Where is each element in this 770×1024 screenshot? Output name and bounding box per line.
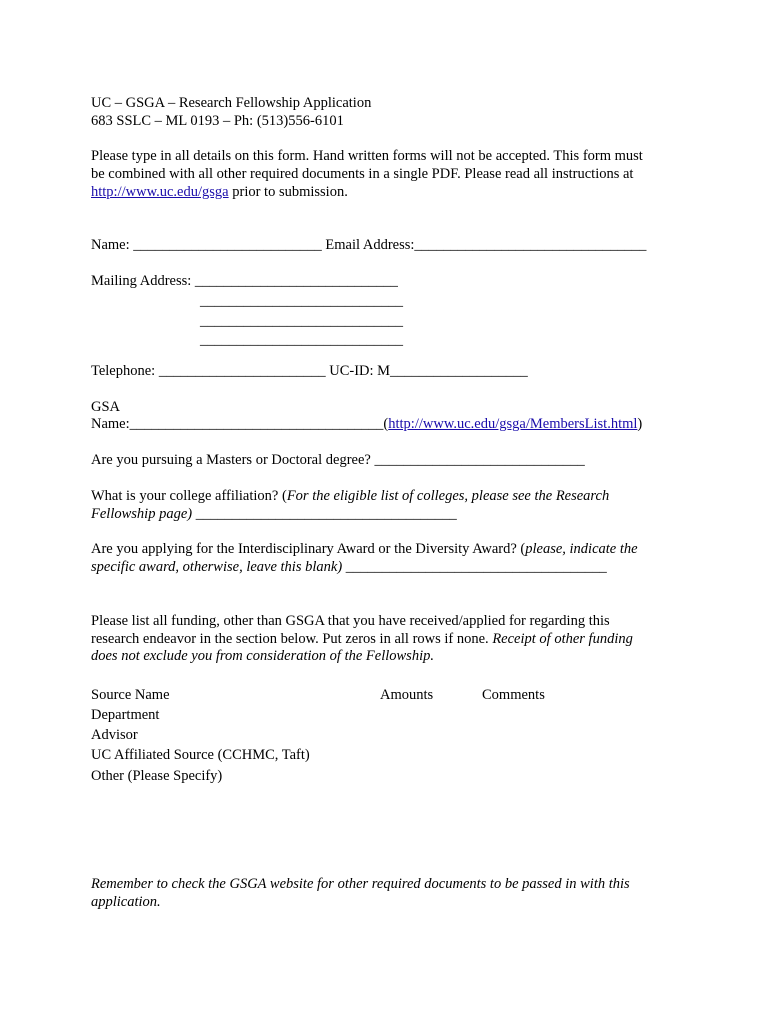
mailing-address-label: Mailing Address: — [91, 273, 195, 289]
award-field[interactable]: ____________________________________ — [342, 559, 607, 575]
degree-field[interactable]: _____________________________ — [374, 452, 585, 468]
mailing-address-row — [91, 272, 398, 290]
mailing-address-field-1[interactable]: ____________________________ — [194, 273, 398, 289]
award-question-line-2: specific award, otherwise, leave this blank) ____________________________________ — [91, 559, 607, 575]
gsa-name-row: Name:___________________________________(http://www.uc.edu/gsga/MembersList.html) — [91, 416, 643, 432]
table-header-amounts: Amounts — [380, 687, 434, 703]
college-note: For the eligible list of colleges, please see the Research — [286, 488, 610, 504]
gsa-label: GSA — [91, 399, 121, 415]
footer-reminder-line-1: Remember to check the GSGA website for other required documents to be passed in with this — [91, 876, 630, 892]
college-field[interactable]: ____________________________________ — [192, 506, 457, 522]
award-question: Are you applying for the Interdisciplinary Award or the Diversity Award? ( — [91, 541, 526, 557]
degree-question: Are you pursuing a Masters or Doctoral degree? — [91, 452, 375, 468]
table-row: UC Affiliated Source (CCHMC, Taft) — [91, 747, 310, 763]
award-question-line-1 — [91, 540, 638, 558]
funding-line-2: research endeavor in the section below. Put zeros in all rows if none. Receipt of other funding — [91, 631, 633, 647]
college-question: What is your college affiliation? ( — [91, 488, 287, 504]
office-contact: 683 SSLC – ML 0193 – Ph: (513)556-6101 — [91, 113, 344, 129]
table-row: Other (Please Specify) — [91, 768, 223, 784]
form-title: UC – GSGA – Research Fellowship Application — [91, 95, 372, 111]
table-header-source: Source Name — [91, 687, 170, 703]
funding-line-3: does not exclude you from consideration of the Fellowship. — [91, 648, 434, 664]
gsga-website-link[interactable]: http://www.uc.edu/gsga — [91, 184, 229, 200]
mailing-address-field-4[interactable]: ____________________________ — [200, 332, 403, 348]
ucid-label: UC-ID: M — [325, 363, 391, 379]
award-note: please, indicate the — [525, 541, 638, 557]
email-label: Email Address: — [321, 237, 415, 253]
funding-line-1: Please list all funding, other than GSGA that you have received/applied for regarding this — [91, 613, 610, 629]
intro-line-3: http://www.uc.edu/gsga prior to submission. — [91, 184, 348, 200]
telephone-label: Telephone: — [91, 363, 159, 379]
name-label: Name: — [91, 237, 134, 253]
table-header-comments: Comments — [482, 687, 545, 703]
name-email-row — [91, 236, 646, 254]
name-field[interactable]: __________________________ — [133, 237, 322, 253]
telephone-field[interactable]: _______________________ — [158, 363, 326, 379]
table-row: Department — [91, 707, 160, 723]
footer-reminder-line-2: application. — [91, 894, 161, 910]
gsa-name-label: Name: — [91, 416, 130, 432]
degree-question-row — [91, 451, 585, 469]
members-list-link[interactable]: http://www.uc.edu/gsga/MembersList.html — [388, 416, 638, 432]
gsa-name-field[interactable]: ___________________________________ — [129, 416, 384, 432]
college-question-line-1 — [91, 487, 609, 505]
table-row: Advisor — [91, 727, 138, 743]
ucid-field[interactable]: ___________________ — [390, 363, 528, 379]
telephone-ucid-row — [91, 362, 528, 380]
intro-line-2: be combined with all other required documents in a single PDF. Please read all instructions at — [91, 166, 634, 182]
mailing-address-field-2[interactable]: ____________________________ — [200, 293, 403, 309]
mailing-address-field-3[interactable]: ____________________________ — [200, 313, 403, 329]
email-field[interactable]: ________________________________ — [414, 237, 647, 253]
intro-line-1: Please type in all details on this form. Hand written forms will not be accepted. This form must — [91, 148, 643, 164]
college-question-line-2: Fellowship page) ____________________________________ — [91, 506, 457, 522]
